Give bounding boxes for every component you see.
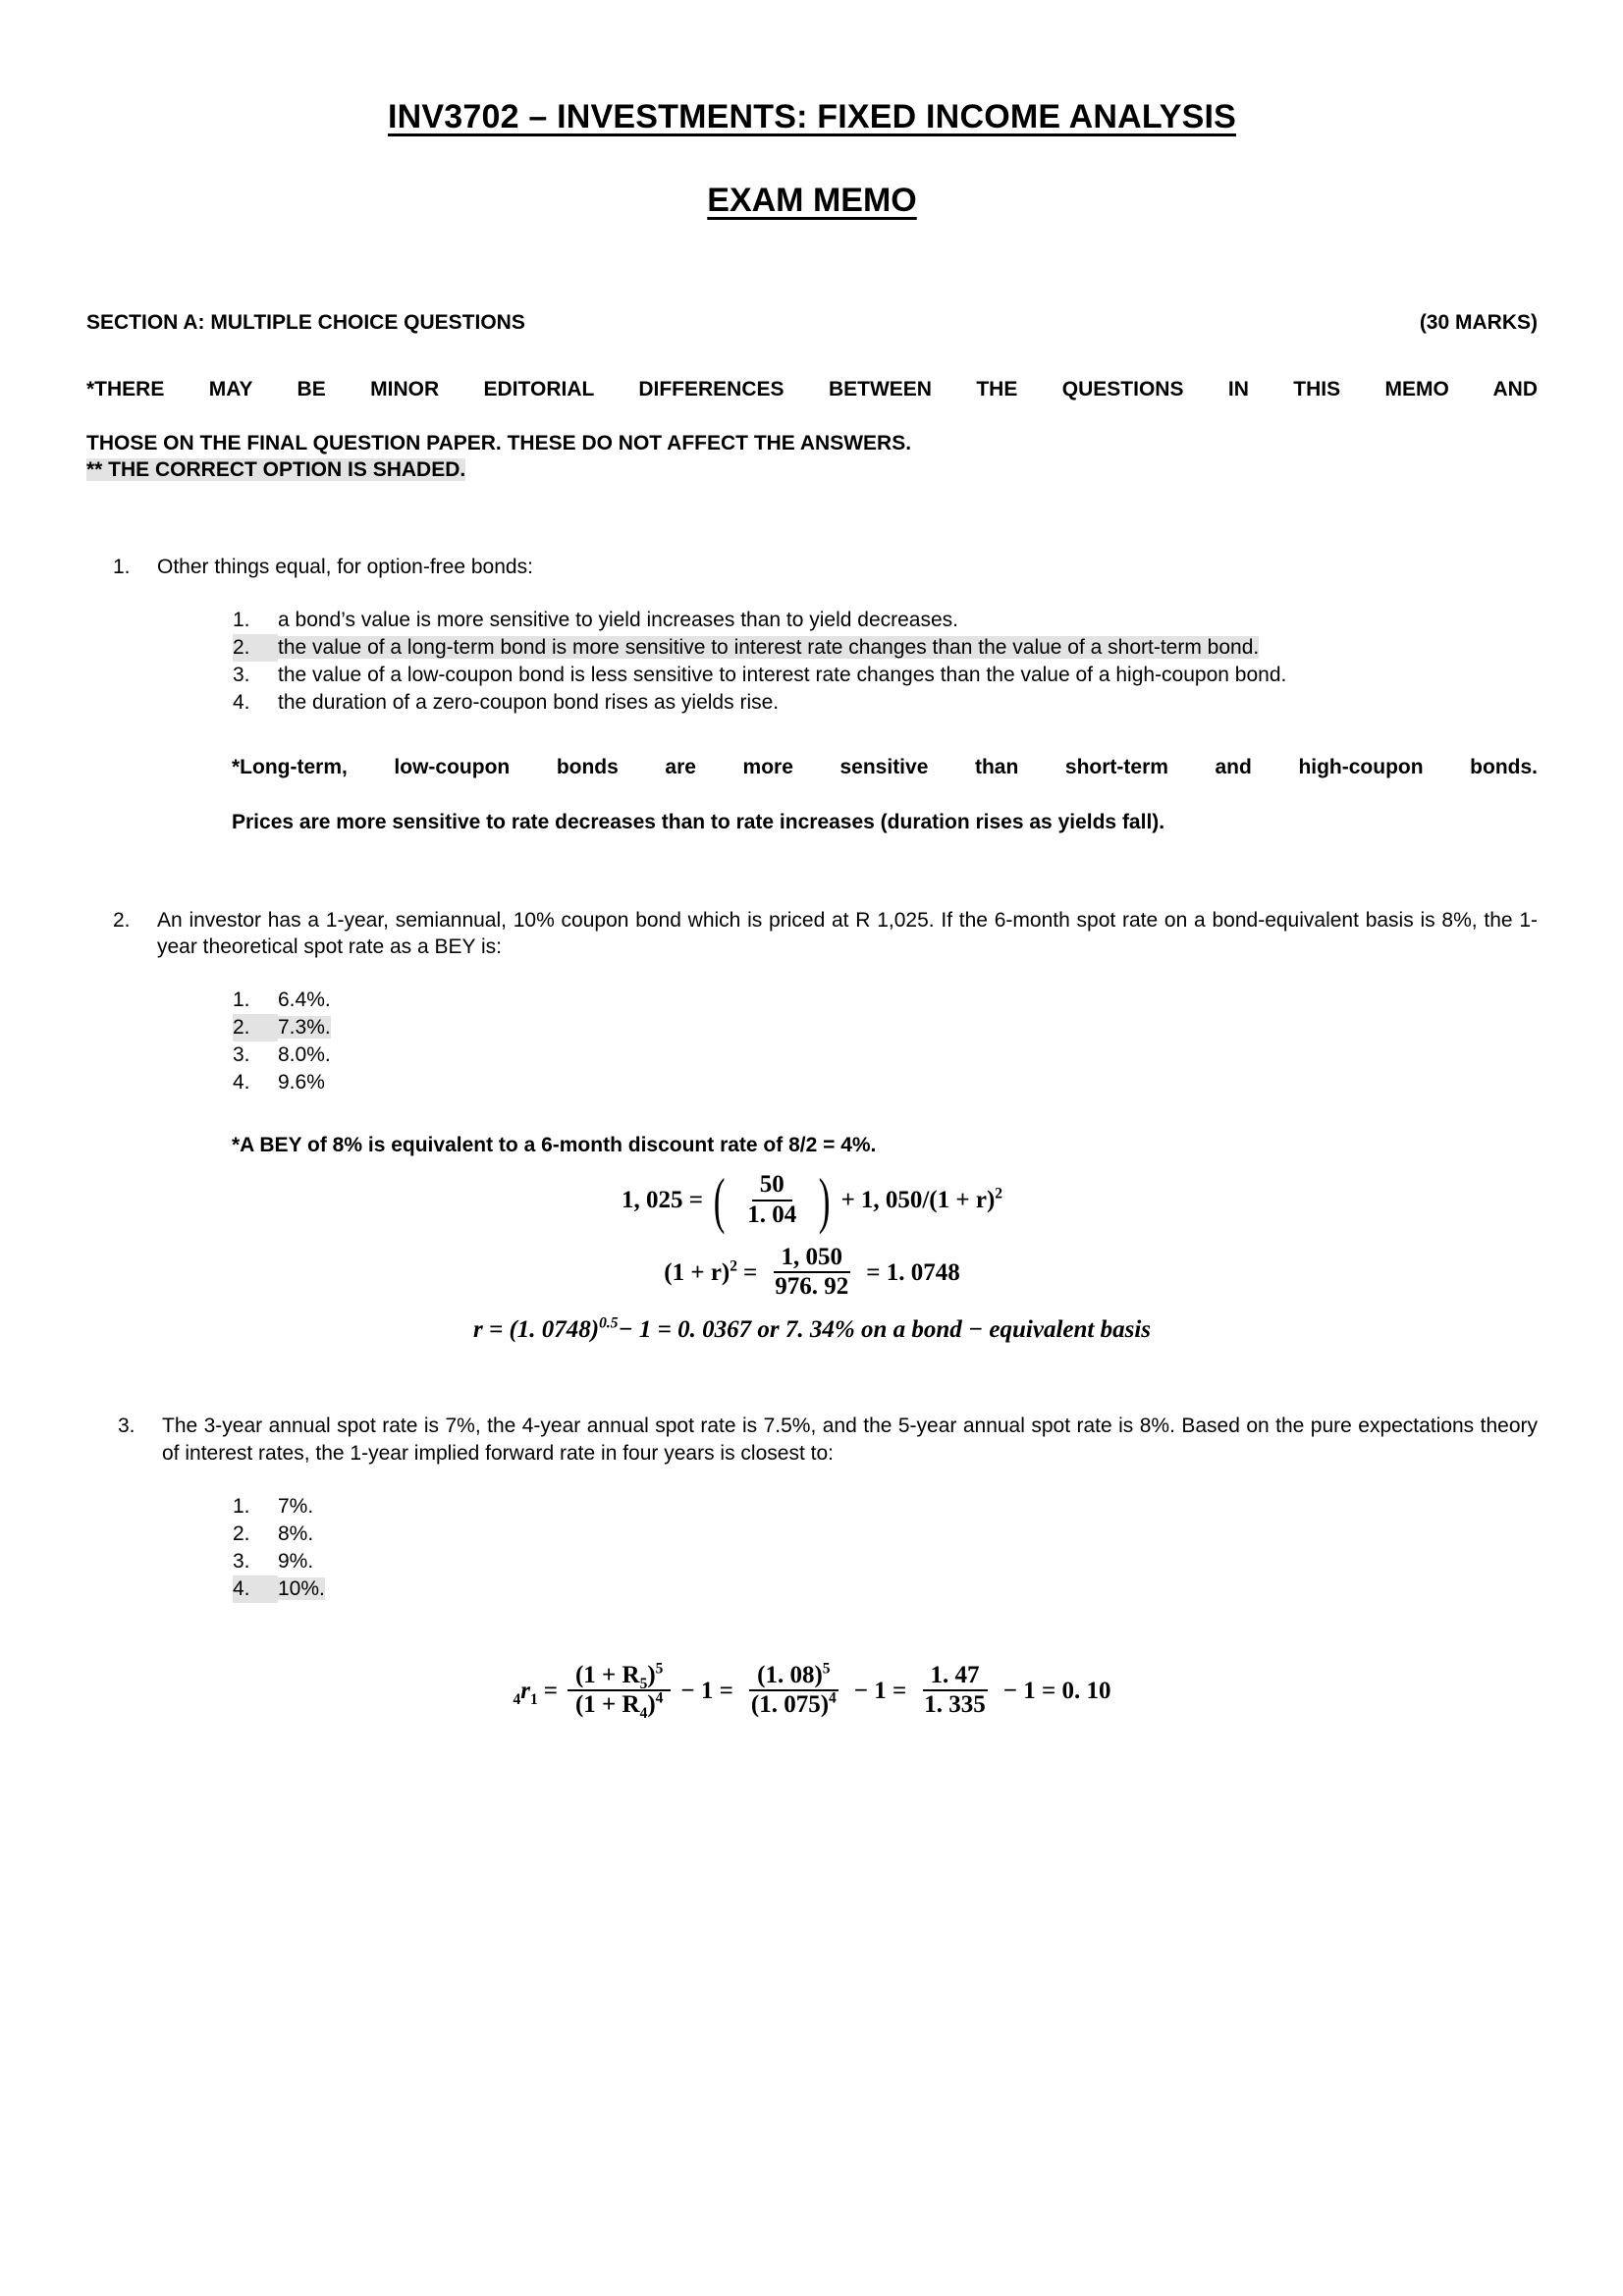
- fraction-numerator: [749, 1662, 838, 1692]
- notice-line-1: *THERE MAY BE MINOR EDITORIAL DIFFERENCES BETWEEN THE QUESTIONS IN THIS MEMO AND: [86, 378, 1538, 400]
- equals-sign: =: [743, 1258, 758, 1286]
- fraction-numerator: 1, 050: [774, 1244, 851, 1274]
- fraction-denominator: 1. 335: [924, 1691, 986, 1719]
- fraction: [767, 1244, 856, 1303]
- denominator-exponent: 4: [655, 1690, 664, 1708]
- question-1-explanation: [86, 754, 1538, 836]
- question-3-stem: [86, 1413, 1538, 1468]
- question-3-options: [86, 1493, 1538, 1603]
- denominator-base: (1. 075): [750, 1691, 830, 1719]
- option-text-wrap: [278, 1521, 1538, 1548]
- fraction: [739, 1171, 804, 1230]
- formula-tail: − 1 = 0. 10: [1002, 1677, 1111, 1704]
- option-number: 1.: [233, 988, 250, 1012]
- page-content: [86, 0, 1538, 1723]
- option-text: 8%.: [278, 1522, 314, 1545]
- formula-result: = 1. 0748: [866, 1258, 960, 1286]
- formula-q2-line-2: [86, 1244, 1538, 1303]
- option-text-wrap: [278, 689, 1538, 717]
- forward-rate-variable: r: [520, 1677, 530, 1704]
- formula-rhs-exponent: 2: [995, 1186, 1003, 1203]
- option-text: the value of a low-coupon bond is less sensitive to interest rate changes than the value of a high-coupon bond.: [278, 663, 1287, 686]
- formula-lhs: [664, 1257, 737, 1286]
- formula-part-c: or: [757, 1316, 780, 1344]
- numerator-base: (1. 08): [757, 1661, 823, 1688]
- section-header: [86, 311, 1538, 335]
- option-number: 4.: [233, 1575, 278, 1603]
- question-1-options: [86, 607, 1538, 717]
- option-row[interactable]: [233, 1493, 1538, 1521]
- option-text: 7.3%.: [278, 1016, 331, 1040]
- fraction-denominator: [743, 1691, 844, 1720]
- question-2-options: [86, 987, 1538, 1096]
- forward-rate-subscript: 1: [529, 1690, 538, 1708]
- option-row[interactable]: [233, 1521, 1538, 1548]
- option-row[interactable]: [233, 662, 1538, 689]
- formula-row: [86, 1164, 1538, 1235]
- formula-part-a: r = (1. 0748): [472, 1316, 600, 1344]
- question-1: [86, 554, 1538, 835]
- open-paren-glyph: (: [713, 1164, 726, 1235]
- fraction-1: [568, 1662, 671, 1721]
- fraction-numerator: 1. 47: [923, 1662, 988, 1692]
- fraction-denominator: 976. 92: [775, 1273, 849, 1301]
- formula-row: [86, 1244, 1538, 1303]
- option-text: 6.4%.: [278, 988, 331, 1012]
- option-text-wrap: [278, 987, 1538, 1014]
- document-subtitle-text: EXAM MEMO: [707, 182, 917, 219]
- option-row[interactable]: [233, 689, 1538, 717]
- fraction-denominator: [568, 1690, 671, 1723]
- numerator-exponent: 5: [655, 1660, 664, 1678]
- option-number: 2.: [233, 1522, 250, 1545]
- numerator-base: (1 + R: [574, 1661, 640, 1688]
- close-paren-glyph: ): [819, 1164, 831, 1235]
- question-2: [86, 907, 1538, 1343]
- formula-q2-line-3: [86, 1314, 1538, 1344]
- question-1-text: Other things equal, for option-free bonds:: [157, 556, 533, 579]
- document-subtitle: [86, 136, 1538, 220]
- fraction-3: [916, 1662, 994, 1721]
- formula-rhs: [861, 1188, 1002, 1212]
- denominator-base: (1 + R: [574, 1691, 640, 1719]
- formula-plus: +: [840, 1187, 855, 1214]
- option-row[interactable]: [233, 987, 1538, 1014]
- option-text: the value of a long-term bond is more sensitive to interest rate changes than the value of a short-term bond.: [278, 636, 1260, 660]
- option-row[interactable]: [233, 1041, 1538, 1069]
- fraction-numerator: [568, 1662, 671, 1692]
- formula-q2-line-1: [86, 1164, 1538, 1235]
- option-row-shaded[interactable]: [233, 634, 1538, 662]
- option-text-wrap: [278, 634, 1538, 662]
- option-text: the duration of a zero-coupon bond rises as yields rise.: [278, 690, 780, 714]
- option-text-wrap: [278, 1548, 1538, 1575]
- option-text-wrap: [278, 1014, 1538, 1041]
- denominator-exponent: 4: [829, 1690, 837, 1708]
- fraction-denominator: 1. 04: [747, 1201, 797, 1228]
- forward-rate-presubscript: 4: [513, 1690, 521, 1708]
- question-3-text: The 3-year annual spot rate is 7%, the 4-year annual spot rate is 7.5%, and the 5-year annual spot rate is 8%. Based on the pure expectations theory of interest rates, the 1-year implied forward rate in four years is closest to:: [162, 1415, 1538, 1466]
- option-row-shaded[interactable]: [233, 1575, 1538, 1603]
- option-text: 9%.: [278, 1549, 314, 1573]
- option-text: 10%.: [278, 1576, 325, 1600]
- formula-part-b: − 1 = 0. 0367: [618, 1316, 758, 1344]
- explanation-line-1: *Long-term, low-coupon bonds are more sensitive than short-term and high-coupon bonds.: [232, 755, 1538, 778]
- option-number: 3.: [233, 663, 250, 686]
- minus-one-2: − 1 =: [853, 1677, 907, 1704]
- option-number: 2.: [233, 634, 278, 662]
- document-title: [86, 0, 1538, 136]
- notice-line-2: THOSE ON THE FINAL QUESTION PAPER. THESE DO NOT AFFECT THE ANSWERS.: [86, 431, 912, 454]
- option-text-wrap: [278, 607, 1538, 634]
- formula-part-a-exponent: 0.5: [599, 1314, 619, 1332]
- option-text-wrap: [278, 1575, 1538, 1603]
- formula-lhs-exponent: 2: [730, 1257, 737, 1275]
- numerator-close: ): [647, 1661, 656, 1688]
- spacer: [86, 1342, 1538, 1413]
- question-2-explanation: *A BEY of 8% is equivalent to a 6-month discount rate of 8/2 = 4%.: [232, 1134, 877, 1157]
- option-text-wrap: [278, 1041, 1538, 1069]
- question-2-stem: [86, 907, 1538, 962]
- option-text-wrap: [278, 1069, 1538, 1096]
- option-row[interactable]: [233, 607, 1538, 634]
- fraction-numerator: 50: [752, 1171, 792, 1201]
- question-2-text: An investor has a 1-year, semiannual, 10% coupon bond which is priced at R 1,025. If the 6-month spot rate on a bond-equivalent basis is 8%, the 1-year theoretical spot rate as a BEY is:: [157, 908, 1538, 959]
- spacer: [86, 1603, 1538, 1648]
- option-text: 9.6%: [278, 1071, 325, 1095]
- memo-notice: [86, 376, 1538, 483]
- option-number: 3.: [233, 1043, 250, 1067]
- formula-lhs: 1, 025 =: [621, 1187, 703, 1214]
- document-title-text: INV3702 – INVESTMENTS: FIXED INCOME ANALYSIS: [387, 98, 1237, 135]
- option-text: 7%.: [278, 1494, 314, 1518]
- option-number: 1.: [233, 1494, 250, 1518]
- option-number: 1.: [233, 609, 250, 632]
- spacer: [86, 483, 1538, 554]
- formula-part-f: on a bond − equivalent basis: [860, 1316, 1151, 1344]
- option-number: 2.: [233, 1014, 278, 1041]
- notice-line-3-shaded: ** THE CORRECT OPTION IS SHADED.: [86, 457, 466, 481]
- formula-row: [86, 1662, 1538, 1721]
- denominator-close: ): [647, 1691, 656, 1719]
- denominator-subscript: 4: [639, 1705, 648, 1723]
- section-heading: SECTION A: MULTIPLE CHOICE QUESTIONS: [86, 311, 525, 334]
- question-3: [86, 1413, 1538, 1723]
- option-text-wrap: [278, 662, 1538, 689]
- forward-rate-symbol: [513, 1677, 538, 1708]
- spacer: [86, 836, 1538, 907]
- option-number: 4.: [233, 690, 250, 714]
- question-1-stem: [86, 554, 1538, 581]
- question-2-number: 2.: [113, 908, 131, 932]
- formula-rhs-base: 1, 050/(1 + r): [860, 1187, 996, 1214]
- minus-one-1: − 1 =: [680, 1677, 733, 1704]
- option-text-wrap: [278, 1493, 1538, 1521]
- option-text: 8.0%.: [278, 1043, 331, 1067]
- numerator-subscript: 5: [639, 1675, 648, 1692]
- section-marks: (30 MARKS): [1419, 311, 1538, 334]
- option-row[interactable]: [233, 1548, 1538, 1575]
- option-row-shaded[interactable]: [233, 1014, 1538, 1041]
- option-row[interactable]: [233, 1069, 1538, 1096]
- question-1-number: 1.: [113, 556, 131, 579]
- equals-sign: =: [543, 1677, 558, 1704]
- numerator-exponent: 5: [822, 1660, 831, 1678]
- formula-part-e: %: [834, 1316, 861, 1344]
- question-3-number: 3.: [118, 1415, 135, 1438]
- fraction-2: [743, 1662, 844, 1721]
- formula-part-d: 7. 34: [779, 1316, 835, 1344]
- option-text: a bond’s value is more sensitive to yield increases than to yield decreases.: [278, 609, 958, 632]
- formula-q3-line: [86, 1662, 1538, 1721]
- formula-lhs-base: (1 + r): [664, 1258, 730, 1286]
- option-number: 3.: [233, 1549, 250, 1573]
- option-number: 4.: [233, 1071, 250, 1095]
- explanation-line-2: Prices are more sensitive to rate decreases than to rate increases (duration rises as yields fall).: [232, 810, 1165, 833]
